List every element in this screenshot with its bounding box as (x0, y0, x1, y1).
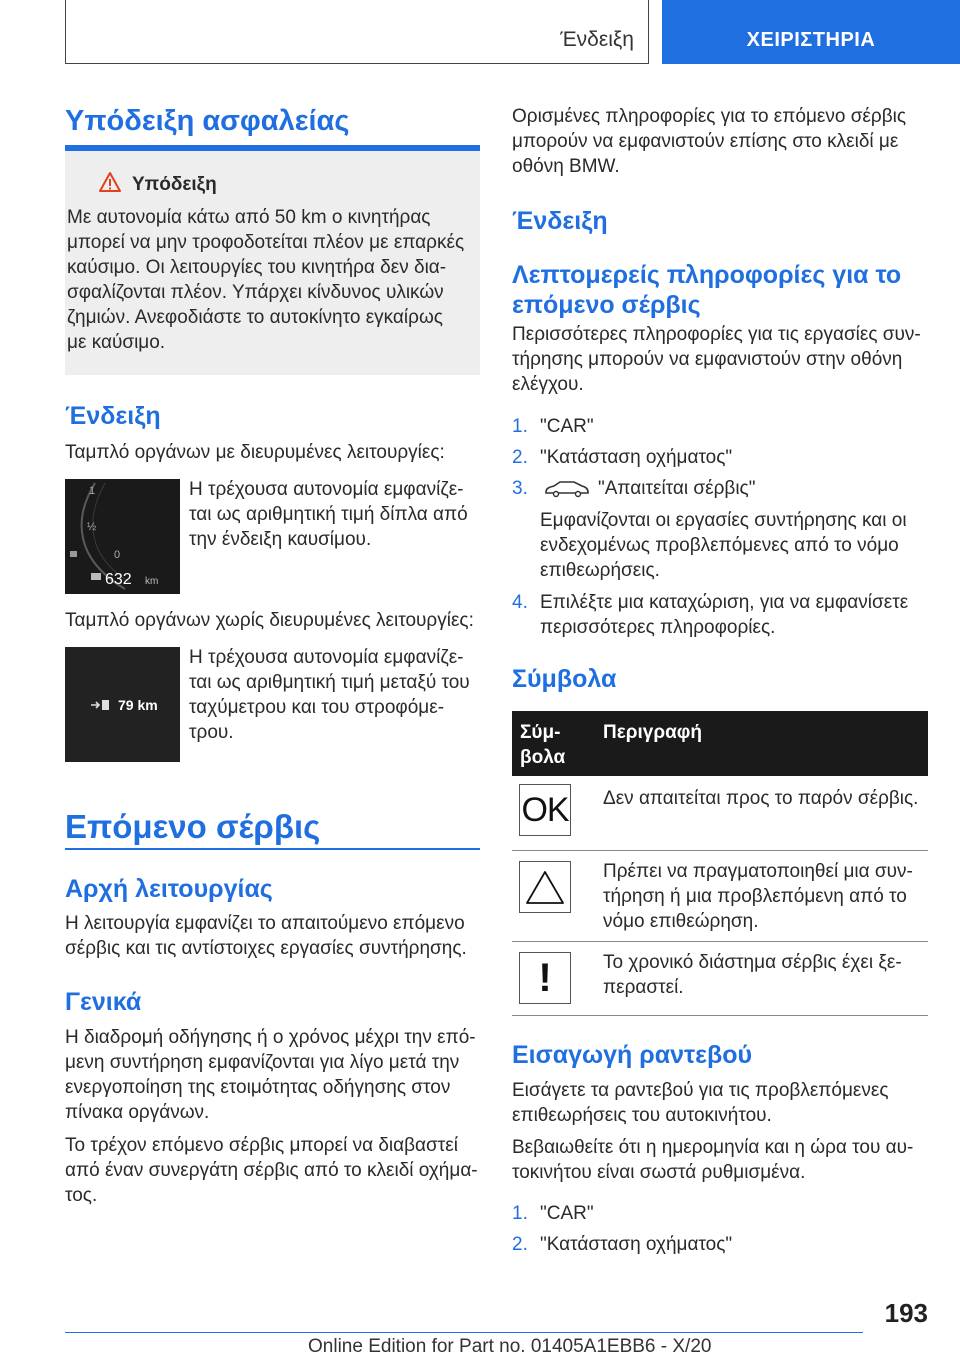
text-line: τήρησης μπορούν να εμφανιστούν στην οθόνη (512, 349, 903, 370)
range-value: 632 (105, 571, 132, 588)
text-line: τήρηση ή μια προβλεπόμενη από το (603, 886, 907, 907)
chapter-tab (662, 0, 960, 64)
warning-text (67, 205, 464, 355)
basic-label: Ταμπλό οργάνων χωρίς διευρυμένες λειτουργίες: (65, 610, 474, 631)
desc-line: Η τρέχουσα αυτονομία εμφανίζε- (189, 479, 464, 500)
step-number: 2. (512, 1234, 528, 1255)
text-line: Δεν απαιτείται προς το παρόν σέρβις. (603, 788, 919, 809)
exclamation-icon (519, 952, 571, 1004)
text-line: μενη συντήρηση εμφανίζονται για λίγο μετά την (65, 1052, 460, 1073)
extended-label: Ταμπλό οργάνων με διευρυμένες λειτουργίες: (65, 442, 445, 463)
range-unit: km (145, 576, 159, 587)
general-heading: Γενικά (65, 988, 142, 1016)
fuel-pump-icon (90, 699, 112, 711)
section-title: Ένδειξη (560, 28, 634, 51)
appointment-heading: Εισαγωγή ραντεβού (512, 1041, 753, 1069)
list-item (512, 1201, 594, 1226)
text-line: Το χρονικό διάστημα σέρβις έχει ξε- (603, 952, 902, 973)
row-description (603, 859, 913, 934)
heading-rule (65, 848, 480, 850)
text-line: Βεβαιωθείτε ότι η ημερομηνία και η ώρα του αυ- (512, 1137, 914, 1158)
warning-icon (98, 171, 122, 193)
symbols-heading: Σύμβολα (512, 665, 617, 693)
general-text-2 (65, 1133, 478, 1208)
details-text (512, 322, 921, 397)
principle-heading: Αρχή λειτουργίας (65, 875, 273, 903)
basic-desc (189, 645, 470, 745)
page-number: 193 (884, 1298, 928, 1328)
cluster-image-basic (65, 647, 180, 762)
heading-line: Λεπτομερείς πληροφορίες για το (512, 261, 902, 289)
text-line: Περισσότερες πληροφορίες για τις εργασίες συν- (512, 324, 921, 345)
list-item (512, 1232, 733, 1257)
text-line: ενδεχομένως προβλεπόμενες από το νόμο (540, 535, 899, 556)
intro-text (512, 104, 906, 179)
text-line: Πρέπει να πραγματοποιηθεί μια συν- (603, 861, 913, 882)
desc-line: ταχύμετρου και του στροφόμε- (189, 697, 445, 718)
principle-text (65, 911, 467, 961)
display-heading: Ένδειξη (65, 402, 161, 430)
edition-note: Online Edition for Part no. 01405A1EBB6 - X/20 (308, 1336, 712, 1357)
warning-line: Με αυτονομία κάτω από 50 km ο κινητήρας (67, 207, 431, 228)
text-line: επιθεωρήσεις του αυτοκινήτου. (512, 1105, 772, 1126)
appointment-text-1 (512, 1078, 889, 1128)
row-description (603, 786, 918, 811)
heading-line: επόμενο σέρβις (512, 291, 701, 319)
step-text: "Κατάσταση οχήματος" (540, 447, 733, 468)
list-item (512, 414, 594, 439)
text-line: νόμο επιθεώρηση. (603, 911, 759, 932)
column-header-symbols (520, 720, 565, 770)
warning-box (65, 151, 480, 375)
step-number: 4. (512, 592, 528, 613)
gauge-mark-0: 0 (114, 549, 121, 561)
gauge-mark-half: ½ (87, 521, 97, 533)
display-heading: Ένδειξη (512, 207, 608, 235)
warning-line: σφαλίζονται πλέον. Υπάρχει κίνδυνος υλικών (67, 282, 444, 303)
desc-line: την ένδειξη καυσίμου. (189, 529, 372, 550)
desc-line: ται ως αριθμητική τιμή μεταξύ του (189, 672, 470, 693)
warning-line: καύσιμο. Οι λειτουργίες του κινητήρα δεν δια- (67, 257, 447, 278)
range-value: 79 km (118, 697, 158, 713)
ok-symbol-icon (519, 784, 571, 836)
desc-line: Η τρέχουσα αυτονομία εμφανίζε- (189, 647, 464, 668)
extended-desc (189, 477, 468, 552)
step-text: "Κατάσταση οχήματος" (540, 1234, 733, 1255)
text-line: τος. (65, 1185, 98, 1206)
gauge-mark-1: 1 (89, 485, 96, 497)
warning-triangle-icon (519, 861, 571, 913)
header-line: βολα (520, 747, 566, 768)
triangle-icon (520, 862, 570, 912)
footer-rule (65, 1332, 863, 1333)
warning-line: με καύσιμο. (67, 332, 166, 353)
chapter-title: ΧΕΙΡΙΣΤΗΡΙΑ (746, 29, 876, 51)
text-line: Η διαδρομή οδήγησης ή ο χρόνος μέχρι την επό- (65, 1027, 476, 1048)
header-line: Σύμ- (520, 722, 561, 743)
desc-line: τρου. (189, 722, 234, 743)
desc-line: ται ως αριθμητική τιμή δίπλα από (189, 504, 468, 525)
table-row (512, 776, 928, 850)
text-line: πίνακα οργάνων. (65, 1102, 210, 1123)
text-line: σέρβις και τις αντίστοιχες εργασίες συντήρησης. (65, 938, 467, 959)
warning-line: μπορεί να μην τροφοδοτείται πλέον με επαρκές (67, 232, 465, 253)
step-number: 3. (512, 478, 528, 499)
details-heading (512, 260, 901, 320)
text-line: Ορισμένες πληροφορίες για το επόμενο σέρβις (512, 106, 907, 127)
text-line: μπορούν να εμφανιστούν επίσης στο κλειδί με (512, 131, 899, 152)
text-line: ελέγχου. (512, 374, 584, 395)
step-text: Επιλέξτε μια καταχώριση, για να εμφανίσετε (540, 592, 909, 613)
step-text: "Απαιτείται σέρβις" (598, 478, 756, 499)
step-text: "CAR" (540, 1203, 594, 1224)
row-divider (512, 1015, 928, 1016)
text-line: επιθεωρήσεις. (540, 560, 660, 581)
cluster-image-extended (65, 479, 180, 594)
text-line: Εμφανίζονται οι εργασίες συντήρησης και οι (540, 510, 907, 531)
step3-description (540, 508, 907, 583)
car-icon (544, 480, 590, 498)
next-service-heading: Επόμενο σέρβις (65, 808, 321, 845)
header-section-box (65, 0, 649, 64)
text-line: περαστεί. (603, 977, 684, 998)
table-header (512, 711, 928, 776)
text-line: οθόνη BMW. (512, 156, 620, 177)
text-line: Εισάγετε τα ραντεβού για τις προβλεπόμενες (512, 1080, 889, 1101)
step-number: 2. (512, 447, 528, 468)
step-number: 1. (512, 416, 528, 437)
step-number: 1. (512, 1203, 528, 1224)
row-description (603, 950, 902, 1000)
list-item (512, 590, 909, 638)
warning-title: Υπόδειξη (132, 174, 217, 195)
step-text: "CAR" (540, 416, 594, 437)
text-line: ενεργοποίηση της ετοιμότητας οδήγησης στον (65, 1077, 451, 1098)
appointment-text-2 (512, 1135, 913, 1185)
list-item (512, 445, 733, 470)
exclamation-text: ! (538, 956, 552, 1000)
safety-heading: Υπόδειξη ασφαλείας (65, 105, 350, 137)
table-row (512, 942, 928, 1015)
list-item (512, 476, 756, 501)
text-line: από έναν συνεργάτη σέρβις από το κλειδί οχήμα- (65, 1160, 478, 1181)
table-row (512, 851, 928, 941)
text-line: Το τρέχον επόμενο σέρβις μπορεί να διαβαστεί (65, 1135, 458, 1156)
warning-line: ζημιών. Ανεφοδιάστε το αυτοκίνητο εγκαίρως (67, 307, 443, 328)
step-text-continued: περισσότερες πληροφορίες. (540, 617, 776, 638)
text-line: τοκινήτου είναι σωστά ρυθμισμένα. (512, 1162, 806, 1183)
ok-symbol-text: OK (521, 790, 569, 829)
column-header-description: Περιγραφή (603, 722, 702, 743)
text-line: Η λειτουργία εμφανίζει το απαιτούμενο επόμενο (65, 913, 465, 934)
general-text-1 (65, 1025, 476, 1125)
